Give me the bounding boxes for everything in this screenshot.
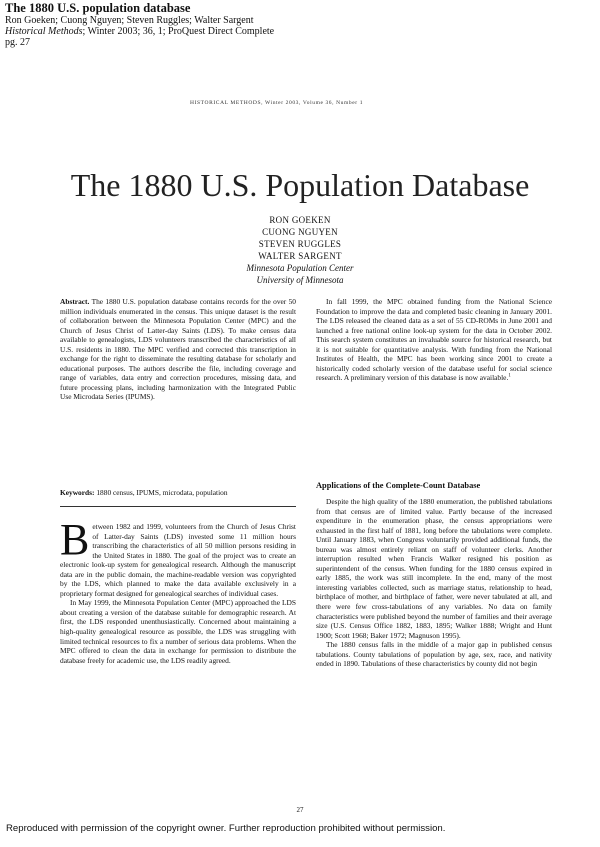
body-right-top (316, 297, 552, 383)
body-right-column (316, 497, 552, 669)
affiliation: Minnesota Population Center (246, 263, 354, 273)
author-name: STEVEN RUGGLES (258, 239, 342, 249)
paragraph-text: etween 1982 and 1999, volunteers from the Church of Jesus Christ of Latter-day Saints (LDS) invested some 11 million hours transcribing the characteristics of all 50 million persons residing in the United States in 1880. The goal of the project was to create an electronic look-up system for genealogical research. Although the manuscript data are in the public domain, the machine-readable version was copyrighted by the LDS, which planned to make the data available exclusively in a proprietary format designed for genealogical searches of individual cases. (60, 522, 296, 598)
body-left-column (60, 515, 296, 665)
abstract (60, 297, 296, 402)
author-name: CUONG NGUYEN (262, 227, 338, 237)
journal-name: Historical Methods (5, 26, 83, 37)
author-block (200, 214, 400, 286)
abstract-text: The 1880 U.S. population database contains records for the over 50 million individuals enumerated in the census. This unique dataset is the result of collaboration between the Minnesota Population Center (MPC) and the Church of Jesus Christ of Latter-day Saints (LDS). To make census data available to genealogists, LDS volunteers transcribed the characteristics of all U.S. residents in 1880. The MPC verified and corrected this transcription in exchange for the right to disseminate the resulting database for scholarly and educational purposes. The authors describe the file, including coverage and range of variables, data entry and correction procedures, missing data, and future processing plans, including harmonization with the Integrated Public Use Microdata Series (IPUMS). (60, 297, 297, 402)
body-paragraph: Despite the high quality of the 1880 enumeration, the published tabulations from that census are of limited value. Partly because of the increased expenditure in the enumeration phase, the census appropriations were exhausted in the first half of 1881, long before the tabulations were complete. Until January 1883, when Congress voluntarily provided additional funds, the bureau was almost entirely reliant on staff of volunteer clerks. Another interruption resulted when Francis Walker resigned his position as superintendent of the census. When funding for the 1880 census expired in early 1885, the work was still incomplete. In the end, many of the most interesting variables collected, such as marriage status, relationship to head, birthplace of mother, and birthplace of father, were never tabulated at all, and there were few cross-tabulations of any variables. No data on family characteristics were published beyond the number of families and their average size (U.S. Census Office 1882, 1883, 1895; Walker 1888; Wright and Hunt 1900; Scott 1968; Baker 1972; Magnuson 1995). (316, 497, 552, 640)
page-number: 27 (296, 806, 304, 814)
copyright-footer: Reproduced with permission of the copyright owner. Further reproduction prohibited without permission. (6, 823, 446, 834)
affiliation: University of Minnesota (256, 275, 344, 285)
article-title: The 1880 U.S. Population Database (70, 167, 530, 203)
body-paragraph: The 1880 census falls in the middle of a major gap in published census tabulations. County tabulations of population by age, sex, race, and nativity ended in 1890. Tabulations of these characteristics by county did not begin (316, 640, 552, 669)
section-divider (60, 506, 296, 507)
paragraph-text: In fall 1999, the MPC obtained funding from the National Science Foundation to improve the data and completed basic cleaning in January 2001. The LDS released the cleaned data as a set of 55 CD-ROMs in June 2001 and launched a free national online look-up system for the data in October 2002. This search system constitutes an invaluable source for historical research, but it is not suitable for quantitative analysis. With funding from the National Institutes of Health, the MPC has been working since 2001 to create a historically coded scholarly version of the database useful for social science research. A preliminary version of this database is now available. (316, 297, 552, 383)
section-heading: Applications of the Complete-Count Database (316, 481, 481, 490)
document-title: The 1880 U.S. population database (5, 1, 191, 15)
keywords-label: Keywords: (60, 488, 95, 497)
running-head: HISTORICAL METHODS, Winter 2003, Volume 36, Number 1 (190, 100, 364, 106)
body-paragraph: In May 1999, the Minnesota Population Center (MPC) approached the LDS about creating a version of the database suitable for demographic research. At first, the LDS responded unenthusiastically. Concerned about maintaining a high-quality genealogical resource as possible, the LDS was struggling with limited technical resources to fix a number of serious data problems. When the MPC offered to clean the data in exchange for permission to distribute the database freely for academic use, the LDS readily agreed. (60, 598, 296, 665)
author-name: RON GOEKEN (269, 215, 331, 225)
footnote-marker: 1 (508, 373, 511, 379)
page-reference: pg. 27 (5, 37, 30, 48)
keywords (60, 488, 296, 498)
citation-details: ; Winter 2003; 36, 1; ProQuest Direct Complete (82, 26, 275, 37)
author-name: WALTER SARGENT (258, 251, 342, 261)
document-header (5, 2, 595, 48)
abstract-label: Abstract. (60, 297, 90, 306)
citation-line (5, 26, 595, 37)
keywords-text: 1880 census, IPUMS, microdata, population (96, 488, 228, 497)
authors-line: Ron Goeken; Cuong Nguyen; Steven Ruggles; Walter Sargent (5, 15, 254, 26)
drop-cap: B (60, 515, 90, 564)
body-paragraph (60, 515, 296, 598)
body-paragraph (316, 297, 552, 383)
